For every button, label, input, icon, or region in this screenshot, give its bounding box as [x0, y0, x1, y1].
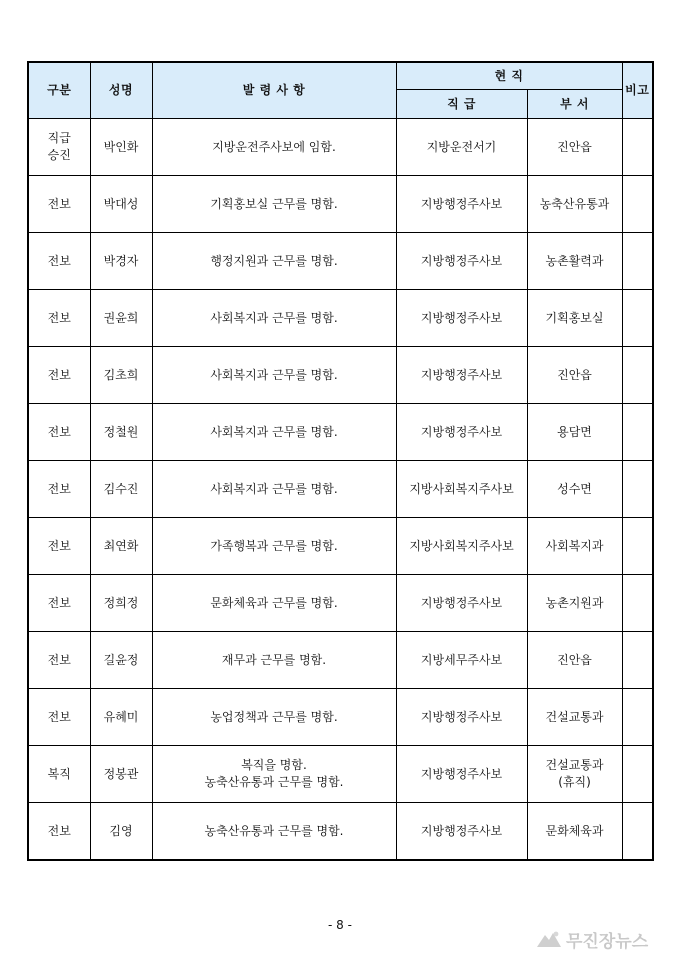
mountain-logo-icon [536, 929, 562, 949]
cell-name: 정희정 [90, 575, 152, 632]
cell-remarks [622, 632, 653, 689]
header-category: 구분 [28, 62, 90, 119]
cell-position: 지방운전서기 [396, 119, 527, 176]
cell-order [152, 347, 396, 404]
cell-remarks [622, 119, 653, 176]
cell-remarks [622, 404, 653, 461]
cell-order [152, 803, 396, 861]
cell-name: 정철원 [90, 404, 152, 461]
category-line: 전보 [47, 709, 71, 724]
table-row [28, 632, 653, 689]
cell-category [28, 461, 90, 518]
order-line: 사회복지과 근무를 명함. [210, 367, 338, 382]
cell-category [28, 119, 90, 176]
category-line: 전보 [47, 367, 71, 382]
cell-remarks [622, 461, 653, 518]
header-name: 성명 [90, 62, 152, 119]
department-line: 성수면 [557, 481, 592, 496]
table-row [28, 518, 653, 575]
category-line: 전보 [47, 652, 71, 667]
cell-name: 정봉관 [90, 746, 152, 803]
table-row [28, 404, 653, 461]
cell-department [527, 575, 622, 632]
header-remarks: 비고 [622, 62, 653, 119]
cell-remarks [622, 689, 653, 746]
cell-position: 지방세무주사보 [396, 632, 527, 689]
department-line: 문화체육과 [545, 823, 604, 838]
cell-category [28, 575, 90, 632]
cell-order [152, 518, 396, 575]
table-row [28, 119, 653, 176]
cell-order [152, 119, 396, 176]
cell-name: 권윤희 [90, 290, 152, 347]
cell-position: 지방행정주사보 [396, 689, 527, 746]
cell-category [28, 176, 90, 233]
cell-category [28, 746, 90, 803]
category-line: 승진 [47, 148, 71, 162]
cell-name: 유혜미 [90, 689, 152, 746]
cell-remarks [622, 746, 653, 803]
department-line: 진안읍 [557, 139, 592, 154]
table-header [28, 62, 653, 119]
cell-name: 김초희 [90, 347, 152, 404]
cell-department [527, 632, 622, 689]
table-row [28, 746, 653, 803]
category-line: 전보 [47, 595, 71, 610]
cell-remarks [622, 803, 653, 861]
cell-position: 지방행정주사보 [396, 233, 527, 290]
department-line: 농축산유통과 [539, 196, 610, 211]
category-line: 전보 [47, 424, 71, 439]
cell-order [152, 689, 396, 746]
cell-order [152, 746, 396, 803]
category-line: 전보 [47, 253, 71, 268]
cell-order [152, 233, 396, 290]
cell-department [527, 404, 622, 461]
department-line: 건설교통과 [545, 758, 604, 772]
category-line: 전보 [47, 538, 71, 553]
cell-category [28, 689, 90, 746]
order-line: 가족행복과 근무를 명함. [210, 538, 338, 553]
cell-name: 최연화 [90, 518, 152, 575]
cell-remarks [622, 518, 653, 575]
table-row [28, 461, 653, 518]
cell-name: 김수진 [90, 461, 152, 518]
category-line: 전보 [47, 196, 71, 211]
category-line: 직급 [47, 131, 71, 145]
cell-position: 지방행정주사보 [396, 176, 527, 233]
cell-remarks [622, 347, 653, 404]
cell-category [28, 803, 90, 861]
cell-position: 지방행정주사보 [396, 746, 527, 803]
personnel-table [27, 61, 654, 861]
order-line: 재무과 근무를 명함. [221, 652, 327, 667]
department-line: (휴직) [558, 775, 591, 789]
order-line: 기획홍보실 근무를 명함. [210, 196, 338, 211]
cell-name: 박인화 [90, 119, 152, 176]
header-current: 현 직 [396, 62, 622, 90]
cell-department [527, 290, 622, 347]
cell-position: 지방사회복지주사보 [396, 461, 527, 518]
order-line: 행정지원과 근무를 명함. [210, 253, 338, 268]
watermark [536, 924, 676, 954]
cell-category [28, 233, 90, 290]
category-line: 전보 [47, 310, 71, 325]
cell-department [527, 461, 622, 518]
cell-order [152, 461, 396, 518]
table-row [28, 290, 653, 347]
department-line: 농촌지원과 [545, 595, 604, 610]
page-number: - 8 - [328, 918, 352, 932]
watermark-text: 무진장뉴스 [566, 931, 649, 952]
order-line: 사회복지과 근무를 명함. [210, 481, 338, 496]
cell-department [527, 233, 622, 290]
header-position: 직 급 [396, 90, 527, 119]
order-line: 복직을 명함. [241, 758, 307, 772]
cell-position: 지방행정주사보 [396, 575, 527, 632]
table-row [28, 176, 653, 233]
header-order: 발 령 사 항 [152, 62, 396, 119]
order-line: 사회복지과 근무를 명함. [210, 424, 338, 439]
cell-department [527, 803, 622, 861]
cell-department [527, 746, 622, 803]
department-line: 용담면 [557, 424, 592, 439]
department-line: 진안읍 [557, 652, 592, 667]
cell-name: 길윤정 [90, 632, 152, 689]
table-row [28, 347, 653, 404]
category-line: 전보 [47, 481, 71, 496]
cell-position: 지방사회복지주사보 [396, 518, 527, 575]
order-line: 문화체육과 근무를 명함. [210, 595, 338, 610]
cell-department [527, 347, 622, 404]
cell-order [152, 575, 396, 632]
cell-category [28, 404, 90, 461]
category-line: 복직 [47, 766, 71, 781]
department-line: 농촌활력과 [545, 253, 604, 268]
cell-remarks [622, 176, 653, 233]
table-row [28, 803, 653, 861]
cell-order [152, 632, 396, 689]
cell-category [28, 290, 90, 347]
order-line: 지방운전주사보에 임함. [212, 139, 336, 154]
cell-position: 지방행정주사보 [396, 347, 527, 404]
cell-department [527, 119, 622, 176]
cell-department [527, 689, 622, 746]
cell-category [28, 518, 90, 575]
cell-department [527, 176, 622, 233]
department-line: 기획홍보실 [545, 310, 604, 325]
cell-category [28, 632, 90, 689]
order-line: 농업정책과 근무를 명함. [210, 709, 338, 724]
cell-order [152, 176, 396, 233]
header-department: 부 서 [527, 90, 622, 119]
department-line: 진안읍 [557, 367, 592, 382]
order-line: 농축산유통과 근무를 명함. [204, 775, 344, 789]
cell-remarks [622, 290, 653, 347]
cell-position: 지방행정주사보 [396, 803, 527, 861]
order-line: 농축산유통과 근무를 명함. [204, 823, 344, 838]
table-row [28, 233, 653, 290]
cell-name: 박경자 [90, 233, 152, 290]
category-line: 전보 [47, 823, 71, 838]
cell-remarks [622, 575, 653, 632]
cell-name: 박대성 [90, 176, 152, 233]
cell-position: 지방행정주사보 [396, 290, 527, 347]
table-body [28, 119, 653, 861]
cell-order [152, 404, 396, 461]
department-line: 사회복지과 [545, 538, 604, 553]
table-row [28, 689, 653, 746]
cell-department [527, 518, 622, 575]
table-row [28, 575, 653, 632]
cell-name: 김영 [90, 803, 152, 861]
department-line: 건설교통과 [545, 709, 604, 724]
cell-category [28, 347, 90, 404]
cell-remarks [622, 233, 653, 290]
order-line: 사회복지과 근무를 명함. [210, 310, 338, 325]
cell-position: 지방행정주사보 [396, 404, 527, 461]
cell-order [152, 290, 396, 347]
